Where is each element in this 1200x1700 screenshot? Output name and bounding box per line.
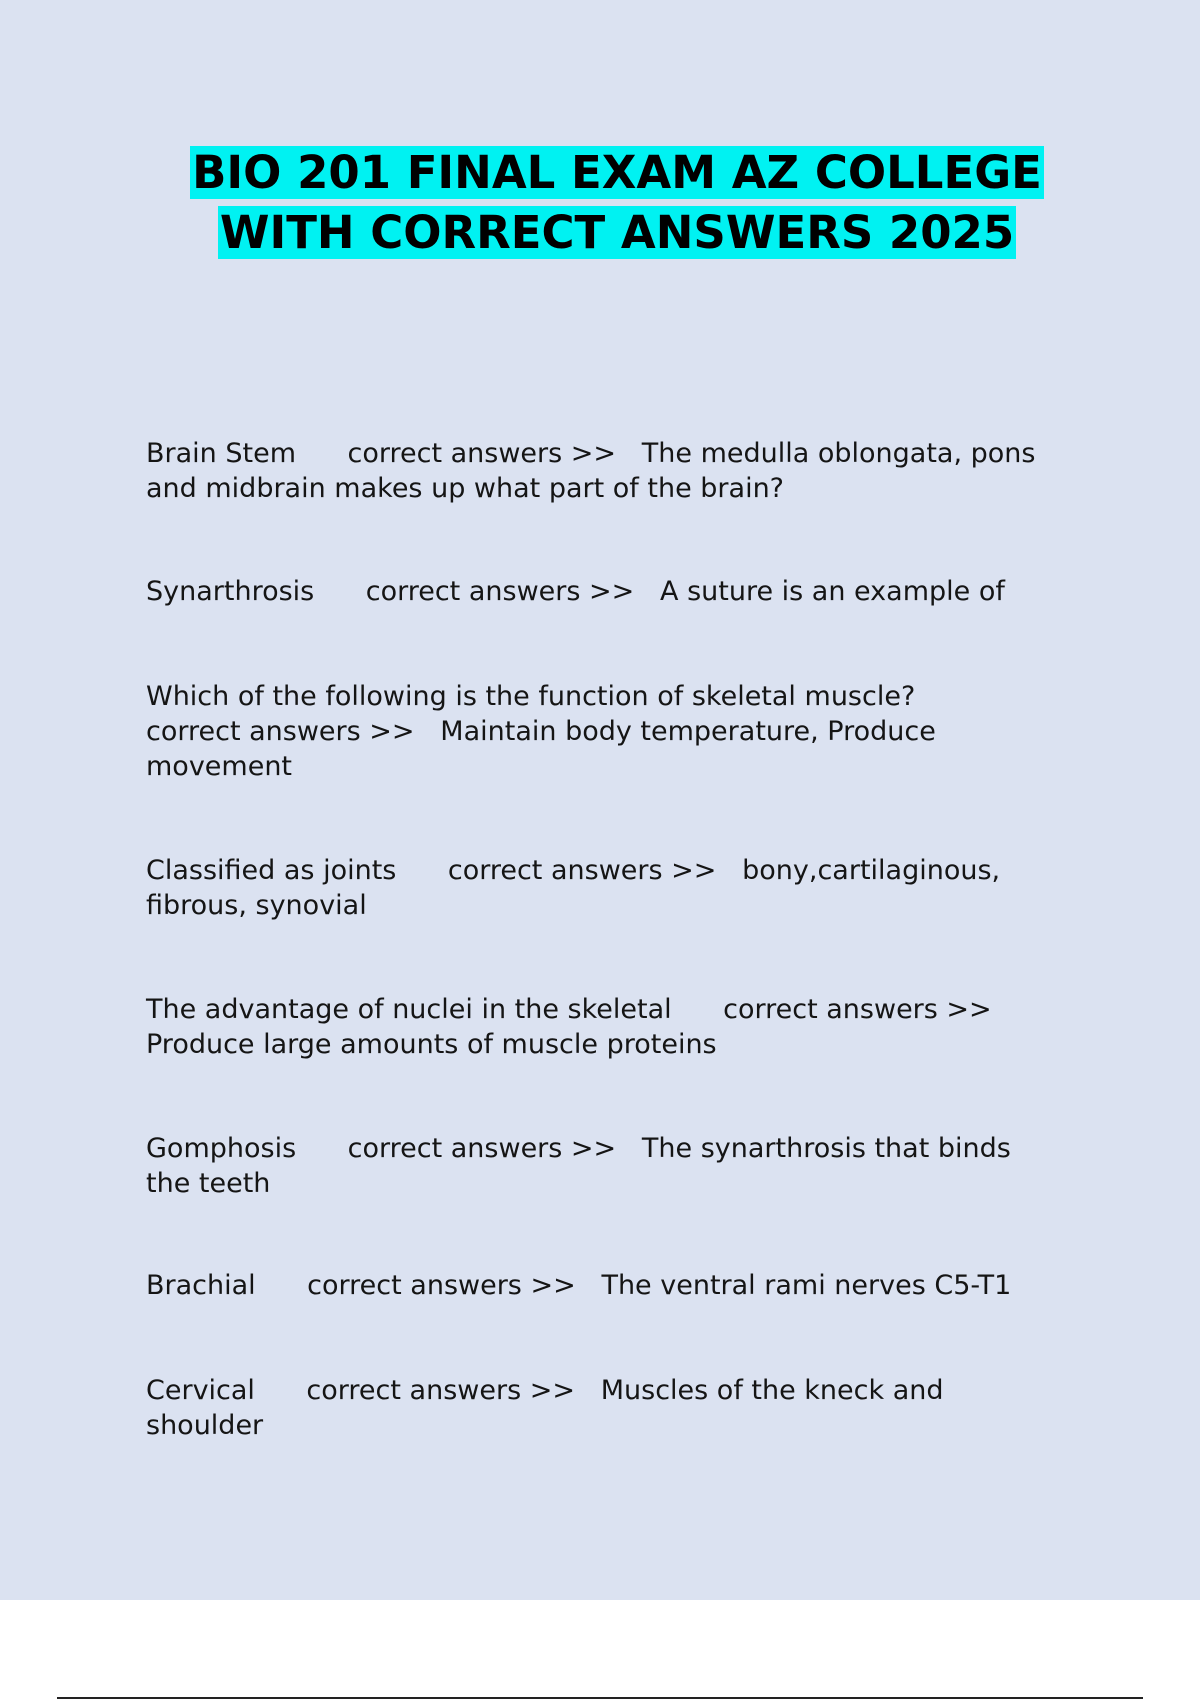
title-line-2: WITH CORRECT ANSWERS 2025 <box>219 206 1015 259</box>
qa-item-gomphosis: Gomphosis correct answers >> The synarthrosis that binds the teeth <box>146 1133 1011 1199</box>
qa-item-brain-stem: Brain Stem correct answers >> The medulla oblongata, pons and midbrain makes up what part of the brain? <box>146 438 1036 504</box>
qa-item-skeletal-muscle-function: Which of the following is the function of skeletal muscle? correct answers >> Maintain body temperature, Produce movement <box>146 681 936 782</box>
qa-item-joint-classification: Classified as joints correct answers >> bony,cartilaginous, fibrous, synovial <box>146 855 1001 921</box>
page-title <box>0 143 1200 263</box>
qa-item-cervical: Cervical correct answers >> Muscles of the kneck and shoulder <box>146 1375 944 1441</box>
qa-item-brachial: Brachial correct answers >> The ventral rami nerves C5-T1 <box>146 1270 1012 1301</box>
footer-divider <box>57 1697 1143 1699</box>
qa-item-skeletal-nuclei: The advantage of nuclei in the skeletal correct answers >> Produce large amounts of muscle proteins <box>146 994 992 1060</box>
title-line-1: BIO 201 FINAL EXAM AZ COLLEGE <box>192 146 1042 199</box>
qa-item-synarthrosis: Synarthrosis correct answers >> A suture is an example of <box>146 576 1005 607</box>
